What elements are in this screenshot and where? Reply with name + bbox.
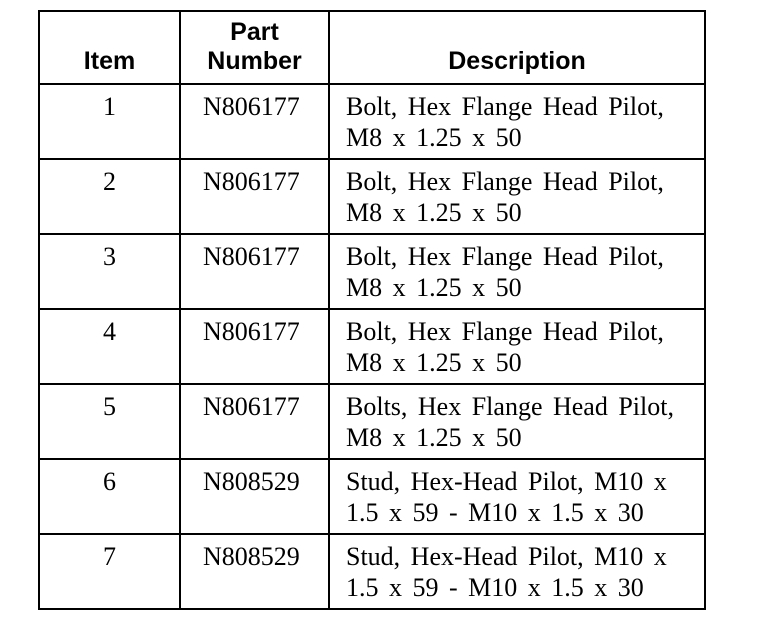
header-item: Item: [39, 11, 180, 84]
description-line2: M8 x 1.25 x 50: [346, 123, 522, 152]
description-cell: [329, 459, 705, 534]
item-cell: 2: [39, 159, 180, 234]
item-cell: 3: [39, 234, 180, 309]
header-part-number: [180, 11, 329, 84]
table-row: [39, 309, 705, 384]
description-line1: Bolt, Hex Flange Head Pilot,: [346, 242, 664, 271]
description-cell: [329, 534, 705, 609]
description-cell: [329, 384, 705, 459]
description-line1: Stud, Hex-Head Pilot, M10 x: [346, 542, 667, 571]
description-line2: M8 x 1.25 x 50: [346, 273, 522, 302]
header-row: [39, 11, 705, 84]
header-description: Description: [329, 11, 705, 84]
table-row: [39, 459, 705, 534]
item-cell: 4: [39, 309, 180, 384]
item-cell: 1: [39, 84, 180, 159]
part-number-cell: N808529: [180, 534, 329, 609]
part-number-cell: N806177: [180, 234, 329, 309]
description-cell: [329, 309, 705, 384]
part-number-cell: N806177: [180, 309, 329, 384]
description-line1: Bolt, Hex Flange Head Pilot,: [346, 92, 664, 121]
description-line1: Bolts, Hex Flange Head Pilot,: [346, 392, 674, 421]
description-line1: Bolt, Hex Flange Head Pilot,: [346, 317, 664, 346]
description-line2: 1.5 x 59 - M10 x 1.5 x 30: [346, 498, 644, 527]
description-line1: Bolt, Hex Flange Head Pilot,: [346, 167, 664, 196]
description-cell: [329, 84, 705, 159]
part-number-cell: N806177: [180, 84, 329, 159]
table-row: [39, 534, 705, 609]
header-part-line1: Part: [230, 18, 279, 46]
description-line1: Stud, Hex-Head Pilot, M10 x: [346, 467, 667, 496]
table-row: [39, 384, 705, 459]
part-number-cell: N806177: [180, 159, 329, 234]
item-cell: 6: [39, 459, 180, 534]
table-row: [39, 84, 705, 159]
table-row: [39, 159, 705, 234]
description-cell: [329, 159, 705, 234]
description-line2: 1.5 x 59 - M10 x 1.5 x 30: [346, 573, 644, 602]
item-cell: 7: [39, 534, 180, 609]
description-line2: M8 x 1.25 x 50: [346, 348, 522, 377]
description-line2: M8 x 1.25 x 50: [346, 198, 522, 227]
part-number-cell: N806177: [180, 384, 329, 459]
parts-table: [38, 10, 706, 610]
description-cell: [329, 234, 705, 309]
header-part-line2: Number: [207, 47, 302, 75]
table-row: [39, 234, 705, 309]
item-cell: 5: [39, 384, 180, 459]
description-line2: M8 x 1.25 x 50: [346, 423, 522, 452]
part-number-cell: N808529: [180, 459, 329, 534]
